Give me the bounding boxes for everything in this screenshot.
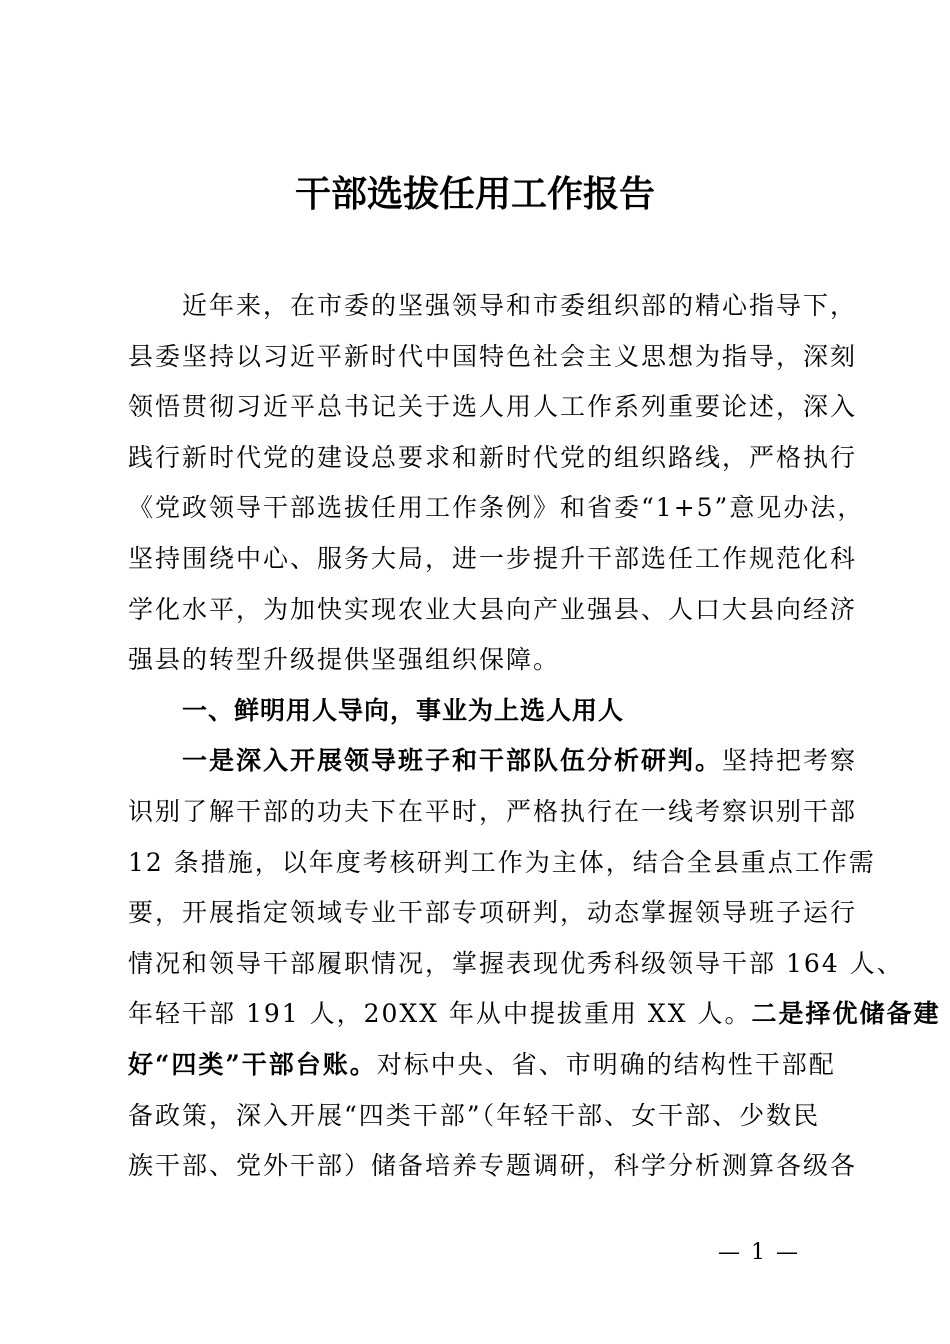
paragraph-line: 学化水平，为加快实现农业大县向产业强县、人口大县向经济 xyxy=(128,594,858,624)
text-run: 坚持把考察 xyxy=(722,746,858,776)
paragraph-line: 县委坚持以习近平新时代中国特色社会主义思想为指导，深刻 xyxy=(128,341,858,371)
paragraph-line: 族干部、党外干部）储备培养专题调研，科学分析测算各级各 xyxy=(128,1151,858,1181)
text-run: 年轻干部 191 人，20XX 年从中提拔重用 XX 人。 xyxy=(128,999,752,1029)
page-title: 干部选拔任用工作报告 xyxy=(294,173,655,215)
paragraph-line: 识别了解干部的功夫下在平时，严格执行在一线考察识别干部 xyxy=(128,796,858,826)
paragraph-line: 领悟贯彻习近平总书记关于选人用人工作系列重要论述，深入 xyxy=(128,392,858,422)
page-number: — 1 — xyxy=(718,1240,800,1265)
paragraph-line xyxy=(128,989,941,1040)
paragraph-line: 要，开展指定领域专业干部专项研判，动态掌握领导班子运行 xyxy=(128,898,858,928)
bold-lead: 好“四类”干部台账。 xyxy=(128,1049,377,1079)
paragraph-line: 备政策，深入开展“四类干部”（年轻干部、女干部、少数民 xyxy=(128,1100,821,1130)
paragraph-line: 近年来，在市委的坚强领导和市委组织部的精心指导下， xyxy=(182,291,858,320)
paragraph-line xyxy=(128,1040,840,1091)
paragraph-line: 坚持围绕中心、服务大局，进一步提升干部选任工作规范化科 xyxy=(128,543,858,573)
bold-lead: 一是深入开展领导班子和干部队伍分析研判。 xyxy=(182,746,723,776)
paragraph-line: 12 条措施，以年度考核研判工作为主体，结合全县重点工作需 xyxy=(128,847,876,877)
paragraph-line xyxy=(128,736,858,787)
section-heading: 一、鲜明用人导向，事业为上选人用人 xyxy=(182,695,625,725)
bold-lead: 二是择优储备建 xyxy=(751,999,941,1029)
paragraph-line: 情况和领导干部履职情况，掌握表现优秀科级领导干部 164 人、 xyxy=(128,948,904,978)
paragraph-line: 强县的转型升级提供坚强组织保障。 xyxy=(128,645,561,675)
document-body xyxy=(128,281,941,1192)
paragraph-line: 践行新时代党的建设总要求和新时代党的组织路线，严格执行 xyxy=(128,442,858,472)
paragraph-line: 《党政领导干部选拔任用工作条例》和省委“1+5”意见办法， xyxy=(128,493,865,523)
text-run: 对标中央、省、市明确的结构性干部配 xyxy=(376,1049,836,1079)
